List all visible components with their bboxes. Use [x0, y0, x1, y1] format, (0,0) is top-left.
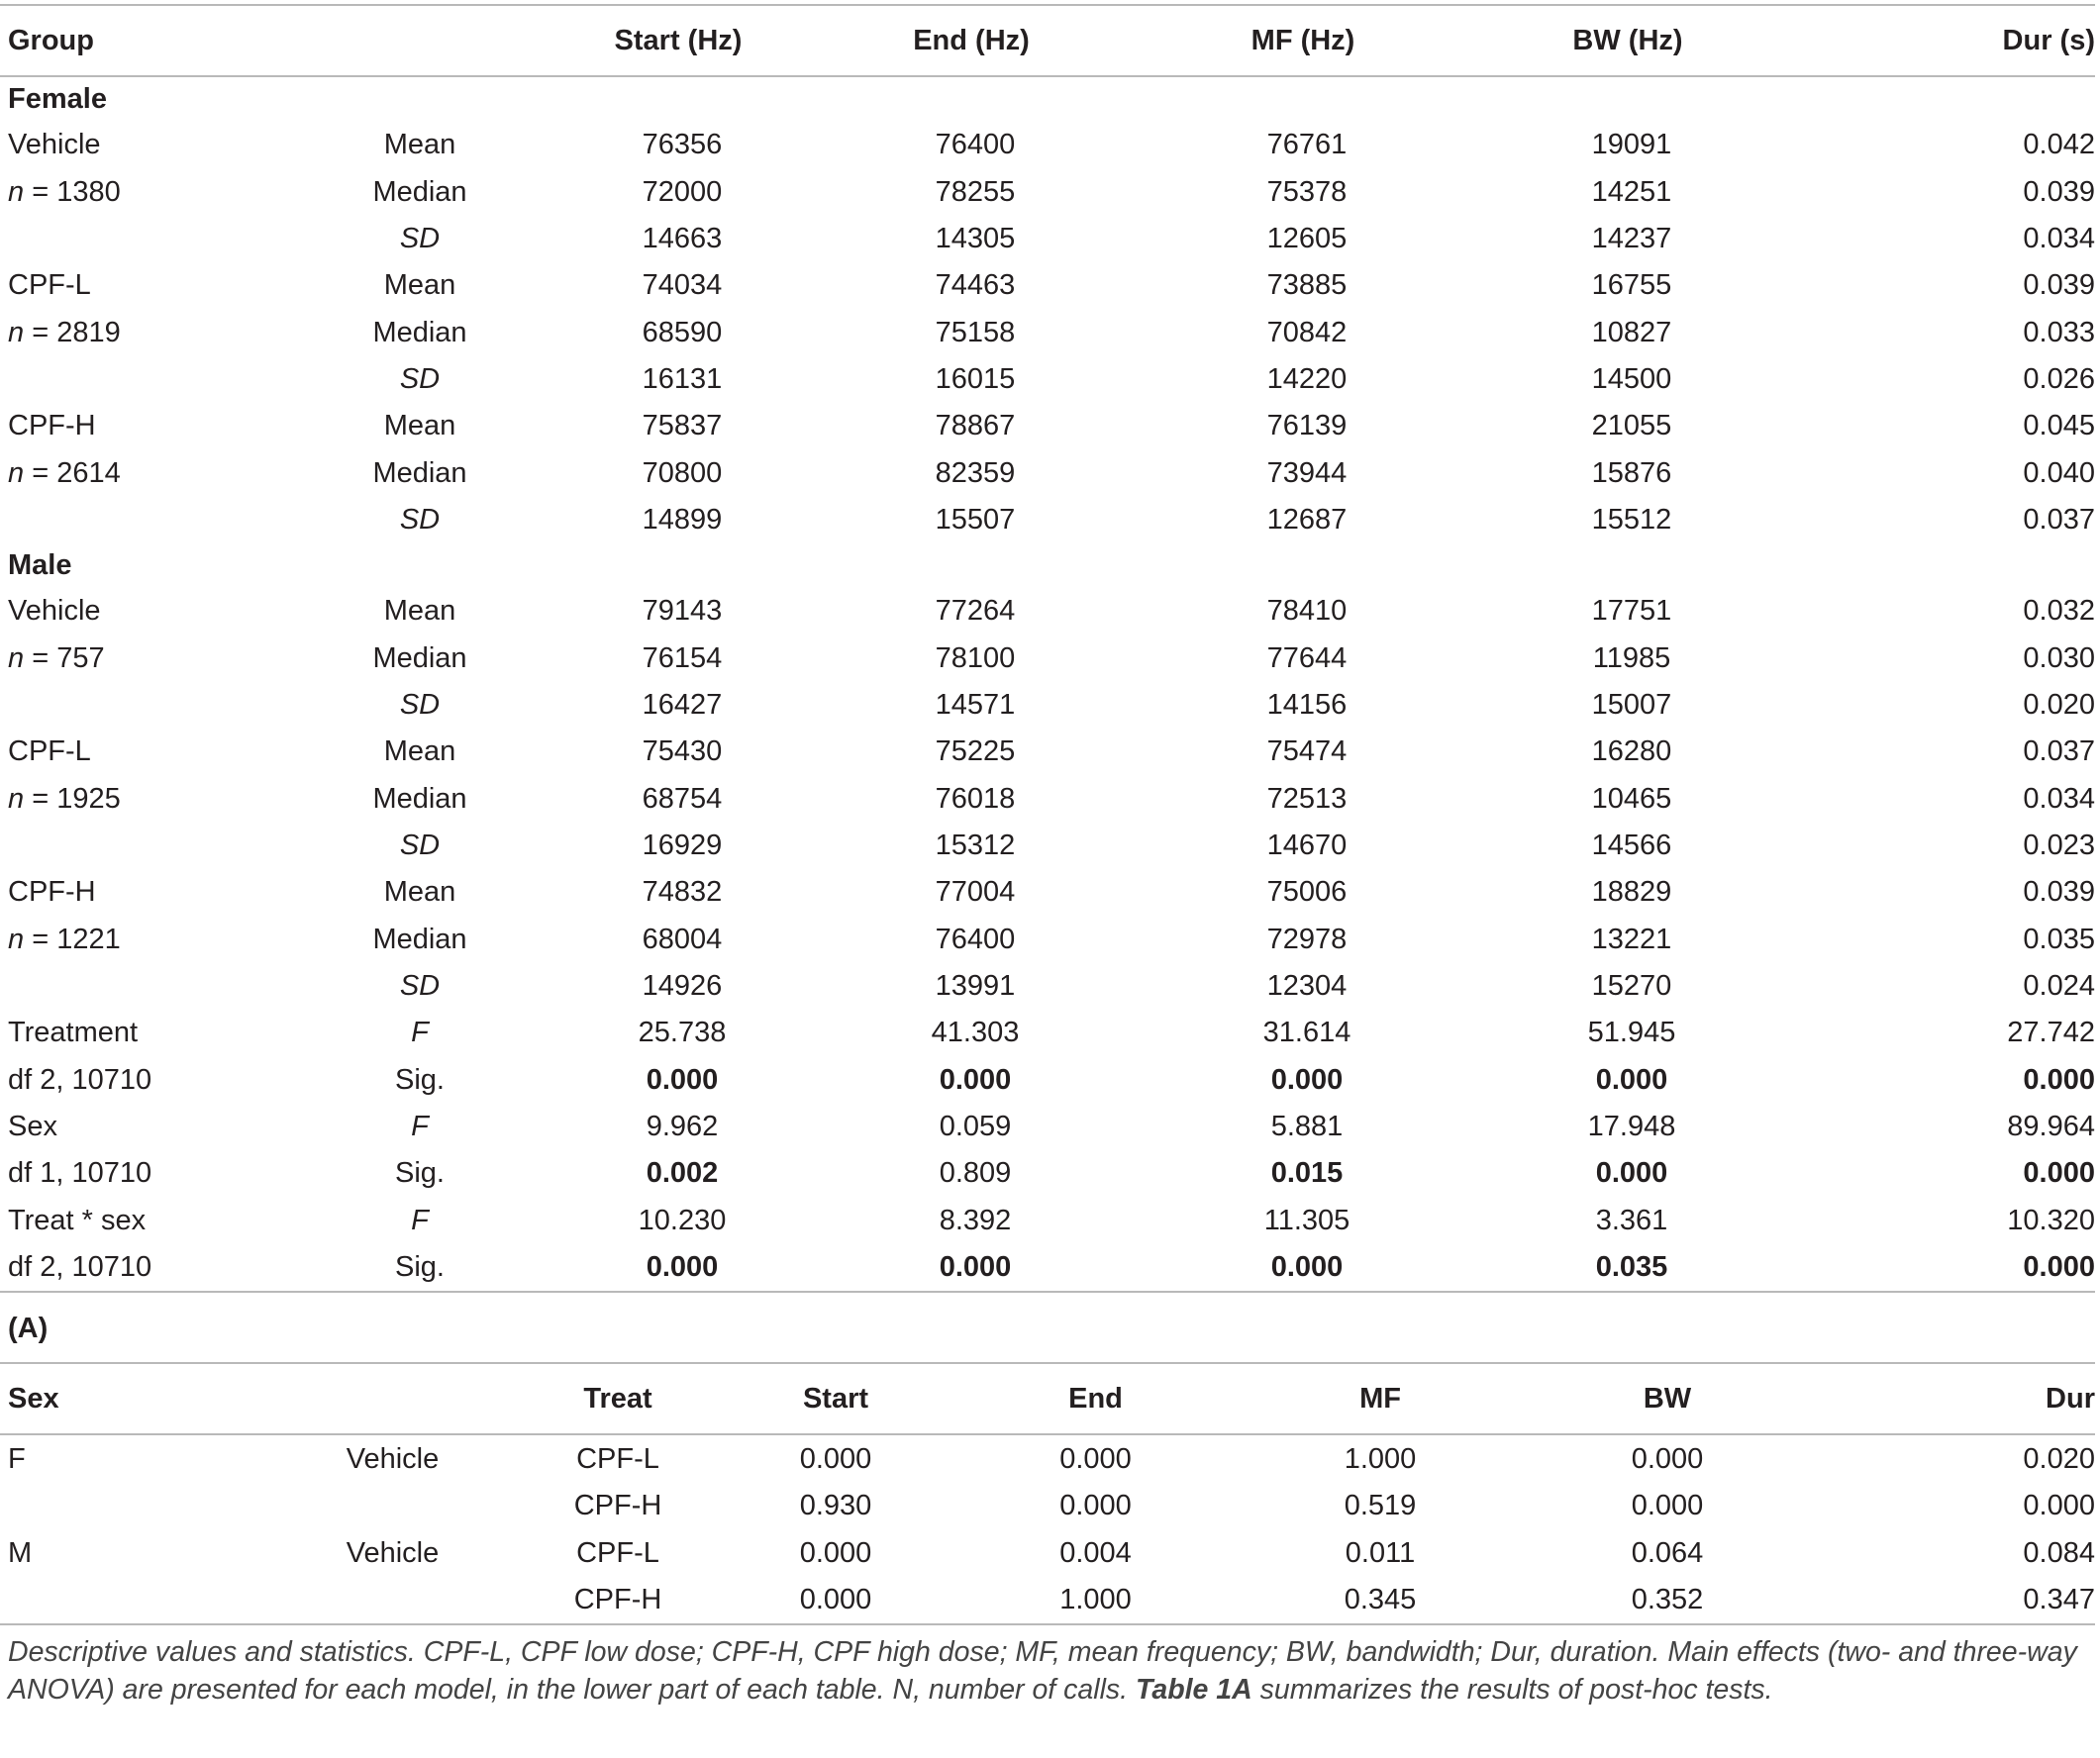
value-cell: 72513	[1266, 782, 1348, 815]
descriptive-stats-table	[0, 6, 2095, 1291]
value-cell: 0.039	[2023, 269, 2095, 302]
f-value: 27.742	[2007, 1017, 2095, 1049]
table-row	[0, 309, 2095, 355]
value-cell: 73944	[1266, 456, 1348, 489]
posthoc-header-row	[0, 1364, 2095, 1433]
sig-value: 0.000	[1270, 1251, 1344, 1284]
value-cell: 68004	[642, 923, 723, 955]
value-cell: 15876	[1591, 456, 1672, 489]
stat-label: SD	[399, 503, 441, 536]
value-cell: 77004	[935, 876, 1016, 909]
group-label: n = 1925	[8, 782, 121, 815]
group-label: Vehicle	[8, 129, 101, 161]
group-label: CPF-H	[8, 410, 96, 442]
value-cell: 0.042	[2023, 129, 2095, 161]
value-cell: 14566	[1591, 829, 1672, 861]
f-value: 3.361	[1595, 1204, 1668, 1236]
group-label: CPF-H	[8, 876, 96, 909]
value-cell: 16929	[642, 829, 723, 861]
column-header: End (Hz)	[913, 24, 1030, 56]
value-cell: 12304	[1266, 970, 1348, 1003]
value-cell: 76356	[642, 129, 723, 161]
stat-label: Median	[372, 641, 467, 674]
sig-value: 0.000	[2023, 1157, 2095, 1190]
posthoc-row	[0, 1435, 2095, 1483]
posthoc-row	[0, 1529, 2095, 1577]
value-cell: 76139	[1266, 410, 1348, 442]
posthoc-value: 0.347	[2023, 1584, 2095, 1615]
section-title-row	[0, 77, 2095, 122]
sig-label: Sig.	[395, 1157, 445, 1190]
sig-label: Sig.	[395, 1251, 445, 1284]
posthoc-value: 0.000	[2023, 1490, 2095, 1521]
value-cell: 75158	[935, 316, 1016, 348]
sig-value: 0.000	[1270, 1063, 1344, 1096]
value-cell: 0.030	[2023, 641, 2095, 674]
value-cell: 0.039	[2023, 175, 2095, 208]
value-cell: 75430	[642, 735, 723, 768]
f-value: 51.945	[1587, 1017, 1676, 1049]
posthoc-value: 0.519	[1344, 1490, 1417, 1521]
f-value: 41.303	[931, 1017, 1020, 1049]
stat-label: SD	[399, 362, 441, 395]
column-header: MF (Hz)	[1250, 24, 1355, 56]
stat-label: Mean	[383, 129, 456, 161]
group-label: Vehicle	[8, 595, 101, 628]
value-cell: 77264	[935, 595, 1016, 628]
value-cell: 0.020	[2023, 688, 2095, 721]
column-header: Start (Hz)	[614, 24, 743, 56]
posthoc-value: 0.000	[799, 1584, 872, 1615]
value-cell: 70842	[1266, 316, 1348, 348]
f-value: 89.964	[2007, 1111, 2095, 1143]
caption-text-end: summarizes the results of post-hoc tests.	[1251, 1674, 1773, 1707]
effect-df: df 2, 10710	[8, 1251, 152, 1284]
value-cell: 16131	[642, 362, 723, 395]
stat-label: Median	[372, 923, 467, 955]
posthoc-treat: CPF-H	[573, 1584, 662, 1615]
value-cell: 12605	[1266, 222, 1348, 254]
posthoc-sex	[0, 1483, 262, 1530]
section-title-row	[0, 543, 2095, 588]
sig-value: 0.000	[646, 1251, 719, 1284]
value-cell: 14220	[1266, 362, 1348, 395]
value-cell: 74832	[642, 876, 723, 909]
value-cell: 75006	[1266, 876, 1348, 909]
section-title: Male	[8, 549, 72, 582]
value-cell: 78410	[1266, 595, 1348, 628]
value-cell: 10827	[1591, 316, 1672, 348]
value-cell: 70800	[642, 456, 723, 489]
value-cell: 14899	[642, 503, 723, 536]
stat-label: SD	[399, 222, 441, 254]
group-label	[0, 216, 277, 262]
group-label: n = 2614	[8, 456, 121, 489]
table-row	[0, 635, 2095, 681]
effect-sig-row	[0, 1150, 2095, 1197]
group-label: n = 2819	[8, 316, 121, 348]
sig-label: Sig.	[395, 1063, 445, 1096]
f-value: 5.881	[1270, 1111, 1344, 1143]
value-cell: 0.034	[2023, 782, 2095, 815]
value-cell: 14500	[1591, 362, 1672, 395]
posthoc-column-header: BW	[1643, 1382, 1692, 1415]
value-cell: 75837	[642, 410, 723, 442]
value-cell: 0.023	[2023, 829, 2095, 861]
value-cell: 14251	[1591, 175, 1672, 208]
sig-value: 0.000	[939, 1063, 1012, 1096]
posthoc-column-header: Dur	[2046, 1382, 2095, 1415]
posthoc-value: 0.930	[799, 1490, 872, 1521]
posthoc-value: 0.084	[2023, 1536, 2095, 1569]
stat-label: Median	[372, 316, 467, 348]
value-cell: 11985	[1592, 641, 1671, 674]
table-row	[0, 356, 2095, 403]
posthoc-reference: Vehicle	[346, 1442, 440, 1475]
value-cell: 75378	[1266, 175, 1348, 208]
value-cell: 82359	[935, 456, 1016, 489]
value-cell: 0.037	[2023, 735, 2095, 768]
value-cell: 78100	[935, 641, 1016, 674]
table-caption	[0, 1625, 2095, 1709]
group-label	[0, 356, 277, 403]
posthoc-table	[0, 1364, 2095, 1623]
posthoc-column-header: Start	[802, 1382, 869, 1415]
value-cell: 18829	[1591, 876, 1672, 909]
value-cell: 14663	[642, 222, 723, 254]
group-label: CPF-L	[8, 269, 91, 302]
sig-value: 0.000	[2023, 1063, 2095, 1096]
table-row	[0, 403, 2095, 449]
table-row	[0, 216, 2095, 262]
posthoc-value: 1.000	[1059, 1584, 1132, 1615]
table-row	[0, 869, 2095, 916]
posthoc-treat: CPF-L	[576, 1442, 659, 1475]
value-cell: 74463	[935, 269, 1016, 302]
f-value: 25.738	[638, 1017, 727, 1049]
stat-label: Mean	[383, 410, 456, 442]
stat-label: Mean	[383, 595, 456, 628]
effect-name: Sex	[8, 1111, 57, 1143]
posthoc-value: 0.345	[1344, 1584, 1417, 1615]
effect-f-row	[0, 1104, 2095, 1150]
sig-value: 0.000	[646, 1063, 719, 1096]
table-row	[0, 729, 2095, 775]
value-cell: 12687	[1266, 503, 1348, 536]
posthoc-value: 1.000	[1344, 1442, 1417, 1475]
value-cell: 77644	[1266, 641, 1348, 674]
value-cell: 68754	[642, 782, 723, 815]
sig-value: 0.000	[939, 1251, 1012, 1284]
value-cell: 14237	[1591, 222, 1672, 254]
f-value: 11.305	[1263, 1204, 1350, 1236]
sig-value: 0.015	[1270, 1157, 1344, 1190]
value-cell: 0.032	[2023, 595, 2095, 628]
value-cell: 16015	[935, 362, 1016, 395]
table-row	[0, 823, 2095, 869]
value-cell: 0.045	[2023, 410, 2095, 442]
f-label: F	[411, 1111, 429, 1143]
f-label: F	[411, 1204, 429, 1236]
effect-f-row	[0, 1198, 2095, 1244]
sig-value: 0.000	[1595, 1063, 1668, 1096]
group-label	[0, 963, 277, 1010]
posthoc-column-header: MF	[1359, 1382, 1401, 1415]
posthoc-value: 0.000	[799, 1536, 872, 1569]
value-cell: 15312	[935, 829, 1016, 861]
value-cell: 13991	[935, 970, 1016, 1003]
effect-sig-row	[0, 1244, 2095, 1291]
posthoc-reference	[262, 1577, 515, 1624]
f-value: 10.230	[638, 1204, 727, 1236]
value-cell: 72000	[642, 175, 723, 208]
value-cell: 16280	[1591, 735, 1672, 768]
value-cell: 16755	[1591, 269, 1672, 302]
group-label: n = 1221	[8, 923, 121, 955]
posthoc-value: 0.000	[1059, 1442, 1132, 1475]
value-cell: 76018	[935, 782, 1016, 815]
f-value: 0.059	[939, 1111, 1012, 1143]
table-row	[0, 917, 2095, 963]
value-cell: 76400	[935, 923, 1016, 955]
table-row	[0, 775, 2095, 822]
effect-df: df 1, 10710	[8, 1157, 152, 1190]
posthoc-column-header: Sex	[8, 1382, 59, 1415]
value-cell: 78867	[935, 410, 1016, 442]
posthoc-value: 0.000	[799, 1442, 872, 1475]
value-cell: 76761	[1266, 129, 1348, 161]
sig-value: 0.035	[1595, 1251, 1668, 1284]
section-title: Female	[8, 83, 107, 115]
stat-label: Median	[372, 456, 467, 489]
table-row	[0, 588, 2095, 635]
stat-label: SD	[399, 688, 441, 721]
value-cell: 15512	[1591, 503, 1672, 536]
f-label: F	[411, 1017, 429, 1049]
posthoc-row	[0, 1483, 2095, 1530]
caption-table-ref: Table 1A	[1136, 1674, 1252, 1707]
value-cell: 0.024	[2023, 970, 2095, 1003]
value-cell: 0.026	[2023, 362, 2095, 395]
value-cell: 16427	[642, 688, 723, 721]
value-cell: 72978	[1266, 923, 1348, 955]
group-label: CPF-L	[8, 735, 91, 768]
value-cell: 17751	[1591, 595, 1672, 628]
group-label: n = 757	[8, 641, 105, 674]
sig-value: 0.002	[646, 1157, 719, 1190]
column-header: Dur (s)	[2002, 24, 2095, 56]
stat-label: Mean	[383, 735, 456, 768]
group-label	[0, 497, 277, 543]
value-cell: 68590	[642, 316, 723, 348]
stat-label: SD	[399, 970, 441, 1003]
group-label: n = 1380	[8, 175, 121, 208]
posthoc-sex: M	[8, 1536, 33, 1569]
f-value: 10.320	[2007, 1204, 2095, 1236]
stat-label: Median	[372, 782, 467, 815]
value-cell: 10465	[1591, 782, 1672, 815]
value-cell: 76400	[935, 129, 1016, 161]
posthoc-sex: F	[8, 1442, 26, 1475]
effect-name: Treat * sex	[8, 1204, 147, 1236]
posthoc-treat: CPF-L	[576, 1536, 659, 1569]
value-cell: 14156	[1266, 688, 1348, 721]
effect-sig-row	[0, 1057, 2095, 1104]
value-cell: 78255	[935, 175, 1016, 208]
group-label	[0, 823, 277, 869]
posthoc-value: 0.000	[1631, 1442, 1704, 1475]
effect-name: Treatment	[8, 1017, 139, 1049]
posthoc-table-body	[0, 1364, 2095, 1623]
stat-label: Mean	[383, 269, 456, 302]
table-header-row	[0, 6, 2095, 75]
posthoc-label: (A)	[8, 1313, 49, 1345]
value-cell: 13221	[1591, 923, 1672, 955]
table-row	[0, 497, 2095, 543]
stat-label: SD	[399, 829, 441, 861]
value-cell: 0.034	[2023, 222, 2095, 254]
value-cell: 14571	[935, 688, 1016, 721]
table-row	[0, 449, 2095, 496]
sig-value: 0.000	[1595, 1157, 1668, 1190]
value-cell: 21055	[1591, 410, 1672, 442]
value-cell: 79143	[642, 595, 723, 628]
effect-df: df 2, 10710	[8, 1063, 152, 1096]
posthoc-value: 0.000	[1631, 1490, 1704, 1521]
value-cell: 15507	[935, 503, 1016, 536]
posthoc-sex	[0, 1577, 262, 1624]
value-cell: 0.035	[2023, 923, 2095, 955]
value-cell: 0.033	[2023, 316, 2095, 348]
value-cell: 0.040	[2023, 456, 2095, 489]
posthoc-value: 0.020	[2023, 1442, 2095, 1475]
value-cell: 19091	[1591, 129, 1672, 161]
f-value: 31.614	[1262, 1017, 1351, 1049]
stat-label: Mean	[383, 876, 456, 909]
value-cell: 14670	[1266, 829, 1348, 861]
posthoc-row	[0, 1577, 2095, 1624]
value-cell: 14305	[935, 222, 1016, 254]
value-cell: 75225	[935, 735, 1016, 768]
document-page	[0, 4, 2100, 1758]
value-cell: 76154	[642, 641, 723, 674]
posthoc-value: 0.004	[1059, 1536, 1132, 1569]
value-cell: 15270	[1591, 970, 1672, 1003]
value-cell: 73885	[1266, 269, 1348, 302]
stat-label: Median	[372, 175, 467, 208]
value-cell: 75474	[1266, 735, 1348, 768]
table-row	[0, 122, 2095, 168]
value-cell: 74034	[642, 269, 723, 302]
posthoc-column-header: Treat	[583, 1382, 652, 1415]
f-value: 8.392	[939, 1204, 1012, 1236]
column-header	[277, 6, 554, 75]
value-cell: 0.037	[2023, 503, 2095, 536]
value-cell: 15007	[1591, 688, 1672, 721]
value-cell: 0.039	[2023, 876, 2095, 909]
sig-value: 0.000	[2023, 1251, 2095, 1284]
effect-f-row	[0, 1010, 2095, 1056]
posthoc-value: 0.064	[1631, 1536, 1704, 1569]
posthoc-value: 0.011	[1345, 1536, 1416, 1569]
posthoc-reference	[262, 1483, 515, 1530]
column-header: BW (Hz)	[1572, 24, 1683, 56]
table-row	[0, 168, 2095, 215]
caption-text: Descriptive values and statistics. CPF-L, CPF low dose; CPF-H, CPF high dose; MF, mean frequency; BW, bandwidth; Dur, duration. Main effects (two- and three-way ANOVA) are presented for each model, in the lower part of each table. N, number of calls.	[8, 1636, 2077, 1707]
f-value: 17.948	[1587, 1111, 1676, 1143]
posthoc-value: 0.000	[1059, 1490, 1132, 1521]
table-row	[0, 262, 2095, 309]
main-table-body	[0, 6, 2095, 1291]
posthoc-treat: CPF-H	[573, 1490, 662, 1521]
value-cell: 14926	[642, 970, 723, 1003]
group-label	[0, 682, 277, 729]
posthoc-column-header	[262, 1364, 515, 1433]
f-value: 9.962	[646, 1111, 719, 1143]
table-row	[0, 682, 2095, 729]
posthoc-reference: Vehicle	[346, 1536, 440, 1569]
column-header: Group	[8, 24, 94, 56]
table-row	[0, 963, 2095, 1010]
posthoc-column-header: End	[1068, 1382, 1123, 1415]
sig-value: 0.809	[939, 1157, 1012, 1190]
posthoc-value: 0.352	[1631, 1584, 1704, 1615]
